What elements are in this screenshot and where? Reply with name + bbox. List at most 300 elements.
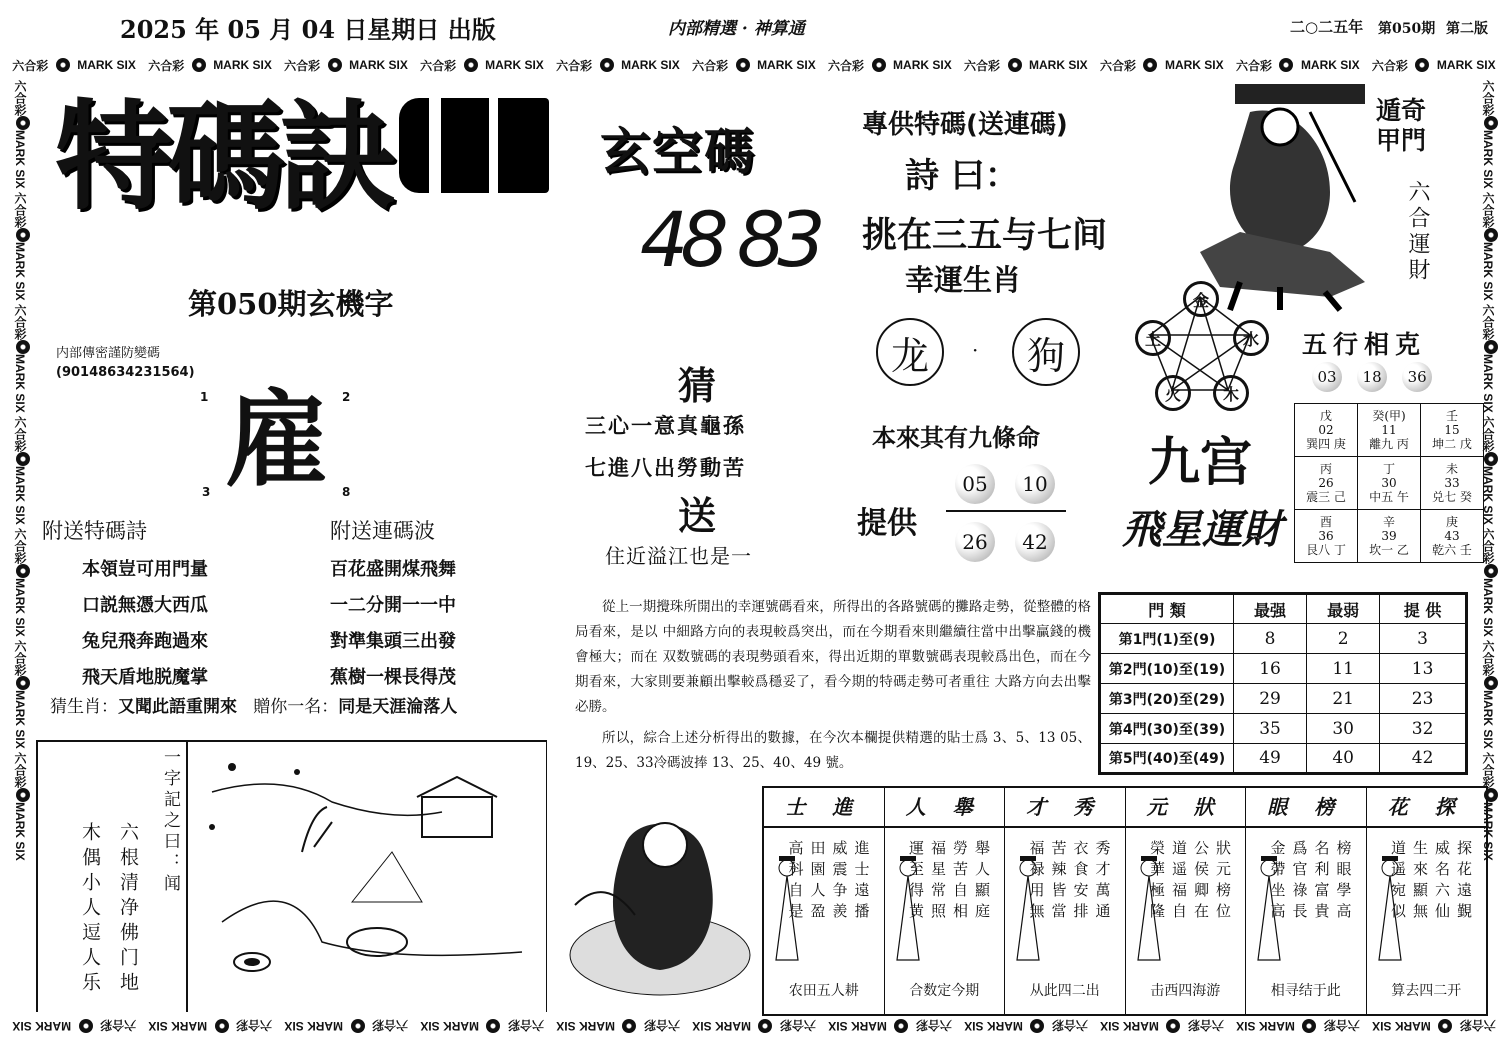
special-title: 專供特碼(送連碼) (862, 110, 1068, 140)
rank-poem (1147, 840, 1233, 924)
issue-mystery-label: 第050期玄機字 (188, 287, 394, 321)
provide-balls (940, 456, 1070, 564)
rank-footer: 从此四二出 (1029, 983, 1100, 999)
brand-logo-cn: 六合彩 (692, 58, 729, 73)
rank-poem-col: 高科自是 (786, 840, 805, 924)
brand-logo-cn: 六合彩 (1481, 640, 1495, 677)
qimen-title-bottom: 甲門 (1376, 126, 1427, 155)
jiugong-cell (1358, 457, 1421, 510)
door-value: 21 (1307, 684, 1380, 714)
handwritten-number: 48 83 (640, 195, 818, 284)
wuxing-node: 水 (1233, 320, 1269, 356)
flower-icon (16, 676, 30, 690)
doors-row (1100, 714, 1467, 744)
landscape-illustration (192, 752, 532, 1002)
door-value: 40 (1307, 744, 1380, 774)
zodiac-circle-dragon: 龙 (876, 318, 944, 386)
jiugong-grid (1294, 403, 1484, 563)
flower-icon (16, 228, 30, 242)
bottom-border-strip (10, 1016, 1498, 1036)
rank-poem (1388, 840, 1474, 924)
door-value: 11 (1307, 654, 1380, 684)
flower-icon (328, 58, 342, 72)
rank-column (1245, 788, 1366, 1014)
door-value: 32 (1380, 714, 1467, 744)
poem-line-main: 挑在三五与七间 (862, 216, 1108, 256)
send-line: 住近溢江也是一 (605, 544, 752, 568)
rank-poem-col: 榜眼學高 (1334, 840, 1353, 924)
jiugong-cell (1295, 457, 1358, 510)
door-range: 第4門(30)至(39) (1100, 714, 1234, 744)
door-range: 第3門(20)至(29) (1100, 684, 1234, 714)
cell-number: 43 (1444, 529, 1460, 543)
brand-logo-cn: 六合彩 (284, 58, 321, 73)
cell-number: 02 (1318, 423, 1334, 437)
poem-heading: 詩 曰： (905, 156, 1019, 196)
wuxing-node: 火 (1155, 375, 1191, 411)
rank-poem (906, 840, 992, 924)
rank-column (1125, 788, 1246, 1014)
corner-number: 1 (200, 390, 209, 404)
cell-number: 26 (1318, 476, 1334, 490)
guess-zodiac-line (50, 692, 457, 717)
rank-poem-col: 福禄用無 (1027, 840, 1046, 924)
rank-footer: 合数定今期 (909, 983, 980, 999)
rank-poem (786, 840, 872, 924)
brand-logo-cn: 六合彩 (1187, 1018, 1224, 1033)
door-value: 2 (1307, 624, 1380, 654)
brand-logo-en: MARK SIX (556, 1019, 615, 1033)
rank-poem-col: 爲官祿長 (1290, 840, 1309, 924)
flower-icon (1484, 676, 1498, 690)
guess-label: 猜生肖： (50, 697, 118, 717)
rank-poem-col: 威名六仙 (1433, 840, 1451, 924)
flower-icon (1484, 564, 1498, 578)
cell-label: 中五 午 (1369, 490, 1409, 504)
brand-logo-cn: 六合彩 (1481, 416, 1495, 453)
brand-logo-cn: 六合彩 (1051, 1018, 1088, 1033)
rank-poem-col: 金帶坐高 (1268, 840, 1287, 924)
door-value: 23 (1380, 684, 1467, 714)
poem-line: 口説無憑大西瓜 (82, 595, 208, 616)
rank-footer: 农田五人耕 (788, 983, 859, 999)
brand-logo-en: MARK SIX (13, 578, 27, 637)
cell-label: 乾六 壬 (1432, 543, 1472, 557)
memo-label: 一字記之曰：闻 (160, 748, 180, 895)
brand-logo-en: MARK SIX (13, 130, 27, 189)
brand-logo-cn: 六合彩 (13, 640, 27, 677)
rank-column (764, 788, 884, 1014)
analysis-paragraph: 從上一期攪珠所開出的幸運號碼看來，所得出的各路號碼的攤路走勢，從整體的格局看來，是以 中細路方向的表現較爲突出，而在今期看來則繼續往當中出擊贏錢的機會極大；而在 双数號碼的表現勢頭看來，得出近期的單數號碼表現較爲出色，而在今期看來，大家則要兼顧出擊較爲穩妥了，看今期的特碼走勢可者重往 大路方向去出擊必勝。 (575, 599, 1091, 715)
flower-icon (758, 1019, 772, 1033)
divider (946, 510, 1066, 512)
wuxing-node: 土 (1135, 320, 1171, 356)
corner-number: 2 (342, 390, 351, 404)
zodiac-circle-dog: 狗 (1012, 318, 1080, 386)
brand-logo-cn: 六合彩 (1481, 752, 1495, 789)
brand-logo-cn: 六合彩 (1481, 304, 1495, 341)
brand-logo-cn: 六合彩 (556, 58, 593, 73)
brand-logo-en: MARK SIX (692, 1019, 751, 1033)
jiugong-cell (1358, 404, 1421, 457)
memo-poem-col: 木偶小人逗人乐 (79, 822, 101, 997)
cell-number: 30 (1381, 476, 1397, 490)
cell-number: 15 (1444, 423, 1460, 437)
doors-row (1100, 684, 1467, 714)
corner-number: 8 (342, 485, 351, 499)
left-poem (82, 552, 208, 696)
brand-logo-cn: 六合彩 (13, 416, 27, 453)
flower-icon (1438, 1019, 1452, 1033)
brand-logo-cn: 六合彩 (1235, 58, 1272, 73)
mystery-character: 雇 (225, 379, 330, 501)
brand-logo-en: MARK SIX (349, 58, 408, 72)
wuxing-title: 五行相克 (1302, 330, 1427, 359)
main-title: 特碼訣 (55, 98, 549, 216)
header-issue: 第050期 (1378, 21, 1436, 37)
number-ball: 03 (1312, 362, 1342, 392)
doors-header: 最强 (1234, 594, 1307, 624)
publish-date: 2025 年 05 月 04 日星期日 出版 (120, 15, 496, 44)
number-ball: 36 (1402, 362, 1432, 392)
brand-logo-cn: 六合彩 (915, 1018, 952, 1033)
brand-logo-en: MARK SIX (13, 802, 27, 861)
brand-logo-cn: 六合彩 (507, 1018, 544, 1033)
jiugong-cell (1421, 404, 1484, 457)
cell-label: 未 (1445, 462, 1458, 476)
secret-label: 内部傳密謹防變碼 (56, 346, 161, 361)
brand-logo-cn: 六合彩 (13, 304, 27, 341)
ranks-table (762, 786, 1488, 1016)
right-poem-title: 附送連碼波 (330, 519, 435, 543)
cell-label: 丙 (1319, 462, 1332, 476)
brand-logo-en: MARK SIX (1481, 130, 1495, 189)
brand-logo-en: MARK SIX (77, 58, 136, 72)
sage-illustration (565, 795, 755, 1005)
rank-poem-col: 衣食安排 (1071, 840, 1090, 924)
jiugong-cell (1421, 510, 1484, 563)
rank-poem-col: 秀才萬通 (1093, 840, 1112, 924)
brand-logo-en: MARK SIX (420, 1019, 479, 1033)
top-border-strip (10, 55, 1498, 75)
brand-logo-en: MARK SIX (1481, 578, 1495, 637)
cell-number: 33 (1444, 476, 1460, 490)
flower-icon (1302, 1019, 1316, 1033)
jiugong-cell (1295, 510, 1358, 563)
jiugong-row (1295, 457, 1484, 510)
rank-poem (1268, 840, 1354, 924)
door-value: 42 (1380, 744, 1467, 774)
number-ball: 05 (955, 464, 995, 504)
rank-header: 元 狀 (1126, 788, 1246, 828)
right-poem (330, 552, 456, 696)
rank-poem-col: 運至得黄 (907, 840, 925, 924)
rank-header: 花 探 (1367, 788, 1487, 828)
cell-label: 丁 (1382, 462, 1395, 476)
rank-poem-col: 道遥福自 (1170, 840, 1188, 924)
brand-logo-en: MARK SIX (13, 242, 27, 301)
flower-icon (1030, 1019, 1044, 1033)
flower-icon (1484, 452, 1498, 466)
poem-line: 飛天盾地脱魔掌 (82, 667, 208, 688)
cell-label: 辛 (1382, 515, 1395, 529)
separator-dot: · (972, 338, 979, 362)
brand-logo-cn: 六合彩 (1323, 1018, 1360, 1033)
door-value: 49 (1234, 744, 1307, 774)
rank-poem-col: 舉人顯庭 (973, 840, 991, 924)
poem-line: 蕉樹一棵長得茂 (330, 667, 456, 688)
flower-icon (16, 452, 30, 466)
jiugong-cell (1295, 404, 1358, 457)
flower-icon (351, 1019, 365, 1033)
rank-footer: 算去四二开 (1391, 983, 1462, 999)
brand-logo-cn: 六合彩 (1481, 528, 1495, 565)
brand-logo-en: MARK SIX (12, 1019, 72, 1033)
brand-logo-en: MARK SIX (828, 1019, 887, 1033)
rank-footer: 相寻结于此 (1270, 983, 1341, 999)
flower-icon (16, 116, 30, 130)
number-ball: 42 (1015, 522, 1055, 562)
rank-column (1366, 788, 1487, 1014)
door-value: 8 (1234, 624, 1307, 654)
brand-logo-en: MARK SIX (1481, 802, 1495, 861)
doors-row (1100, 624, 1467, 654)
cell-label: 酉 (1319, 515, 1332, 529)
rank-header: 才 秀 (1005, 788, 1125, 828)
flower-icon (1279, 58, 1293, 72)
liuhe-fortune: 六合運財 (1405, 180, 1430, 284)
brand-logo-en: MARK SIX (1236, 1019, 1295, 1033)
brand-logo-en: MARK SIX (1029, 58, 1088, 72)
brand-logo-cn: 六合彩 (100, 1018, 137, 1033)
door-value: 16 (1234, 654, 1307, 684)
cell-label: 坎一 乙 (1369, 543, 1409, 557)
brand-logo-cn: 六合彩 (643, 1018, 680, 1033)
door-value: 13 (1380, 654, 1467, 684)
qimen-title (1376, 96, 1426, 156)
rank-header: 人 舉 (885, 788, 1005, 828)
brand-logo-en: MARK SIX (1164, 58, 1224, 72)
doors-row (1100, 654, 1467, 684)
poem-line: 百花盛開煤飛舞 (330, 559, 456, 580)
xuankong-title: 玄空碼 (600, 123, 756, 181)
lucky-zodiac-label: 幸運生肖 (905, 263, 1022, 297)
rank-poem-col: 勞苦自相 (951, 840, 969, 924)
poem-line: 兔兒飛奔跑過來 (82, 631, 208, 652)
brand-logo-en: MARK SIX (1481, 690, 1495, 749)
number-ball: 18 (1357, 362, 1387, 392)
brand-logo-en: MARK SIX (1300, 58, 1360, 72)
rank-poem-col: 狀元榜位 (1214, 840, 1232, 924)
brand-logo-cn: 六合彩 (13, 752, 27, 789)
feixing-title: 飛星運財 (1122, 507, 1282, 553)
cell-number: 36 (1318, 529, 1334, 543)
brand-logo-en: MARK SIX (1481, 354, 1495, 413)
cell-label: 震三 己 (1306, 490, 1346, 504)
brand-logo-en: MARK SIX (893, 58, 952, 72)
wuxing-balls (1312, 362, 1432, 392)
rank-poem-col: 福星常照 (929, 840, 947, 924)
brand-logo-cn: 六合彩 (13, 192, 27, 229)
guess-heading: 猜 (678, 364, 717, 408)
brand-logo-en: MARK SIX (964, 1019, 1023, 1033)
rank-poem-col: 苦辣皆當 (1049, 840, 1068, 924)
rank-poem-col: 榮華極隆 (1148, 840, 1166, 924)
send-heading: 送 (678, 494, 717, 538)
rank-poem-col: 田園人盈 (808, 840, 827, 924)
jiugong-cell (1421, 457, 1484, 510)
flower-icon (600, 58, 614, 72)
door-range: 第1門(1)至(9) (1100, 624, 1234, 654)
brand-logo-cn: 六合彩 (148, 58, 185, 73)
doors-header: 門 類 (1100, 594, 1234, 624)
brand-logo-cn: 六合彩 (1481, 80, 1495, 116)
gift-label: 贈你一名： (253, 697, 339, 717)
cell-label: 艮八 丁 (1306, 543, 1346, 557)
cell-label: 巽四 庚 (1306, 437, 1346, 451)
secret-phone: (90148634231564) (56, 365, 195, 380)
qimen-title-top: 遁奇 (1376, 96, 1427, 125)
guess-value: 又聞此語重開來 (118, 697, 237, 717)
door-range: 第2門(10)至(19) (1100, 654, 1234, 684)
doors-header: 最弱 (1307, 594, 1380, 624)
number-ball: 26 (955, 522, 995, 562)
rank-poem-col: 道遥宛似 (1389, 840, 1407, 924)
flower-icon (215, 1019, 229, 1033)
header-edition: 第二版 (1446, 21, 1488, 37)
gift-value: 同是天涯淪落人 (338, 697, 458, 717)
brand-logo-cn: 六合彩 (236, 1018, 273, 1033)
analysis-paragraph: 所以，綜合上述分析得出的數據，在今次本欄提供精選的貼士爲 3、5、13 05、19、25、33冷碼波捧 13、25、40、49 號。 (575, 730, 1091, 771)
nine-lives-line: 本來其有九條命 (872, 424, 1040, 452)
guess-line: 七進八出勞動苦 (585, 456, 746, 480)
brand-logo-cn: 六合彩 (1371, 58, 1408, 73)
header-center-text: 内部精選 · 神算通 (668, 19, 805, 39)
flower-icon (736, 58, 750, 72)
wuxing-node: 金 (1183, 281, 1219, 317)
flower-icon (622, 1019, 636, 1033)
brand-logo-cn: 六合彩 (420, 58, 457, 73)
rank-poem-col: 名利富貴 (1312, 840, 1331, 924)
brand-logo-en: MARK SIX (621, 58, 680, 72)
brand-logo-en: MARK SIX (1481, 242, 1495, 301)
flower-icon (1008, 58, 1022, 72)
cell-number: 39 (1381, 529, 1397, 543)
brand-logo-cn: 六合彩 (13, 80, 27, 116)
poem-line: 一二分開一一中 (330, 595, 456, 616)
brand-logo-en: MARK SIX (1372, 1019, 1431, 1033)
brand-logo-cn: 六合彩 (1099, 58, 1136, 73)
title-decoration (399, 98, 549, 193)
brand-logo-en: MARK SIX (284, 1019, 344, 1033)
flower-icon (1415, 58, 1429, 72)
doors-row (1100, 744, 1467, 774)
brand-logo-en: MARK SIX (1100, 1019, 1159, 1033)
flower-icon (872, 58, 886, 72)
flower-icon (1484, 116, 1498, 130)
flower-icon (16, 788, 30, 802)
flower-icon (464, 58, 478, 72)
flower-icon (1166, 1019, 1180, 1033)
brand-logo-cn: 六合彩 (1481, 192, 1495, 229)
brand-logo-cn: 六合彩 (372, 1018, 409, 1033)
flower-icon (486, 1019, 500, 1033)
door-value: 30 (1307, 714, 1380, 744)
cell-label: 壬 (1445, 409, 1458, 423)
rank-poem (1027, 840, 1113, 924)
cell-label: 戊 (1319, 409, 1332, 423)
flower-icon (16, 564, 30, 578)
brand-logo-cn: 六合彩 (1459, 1018, 1496, 1033)
brand-logo-en: MARK SIX (757, 58, 816, 72)
cell-label: 癸(甲) (1372, 409, 1406, 423)
brand-logo-en: MARK SIX (485, 58, 544, 72)
cell-label: 兑七 癸 (1432, 490, 1472, 504)
jiugong-row (1295, 404, 1484, 457)
door-value: 35 (1234, 714, 1307, 744)
rank-poem-col: 威震争羨 (830, 840, 849, 924)
brand-logo-en: MARK SIX (13, 466, 27, 525)
brand-logo-en: MARK SIX (13, 354, 27, 413)
doors-header: 提 供 (1380, 594, 1467, 624)
cell-label: 坤二 戊 (1432, 437, 1472, 451)
doors-table (1098, 592, 1468, 775)
brand-logo-en: MARK SIX (213, 58, 272, 72)
flower-icon (1484, 228, 1498, 242)
brand-logo-en: MARK SIX (13, 690, 27, 749)
jiugong-row (1295, 510, 1484, 563)
flower-icon (192, 58, 206, 72)
brand-logo-cn: 六合彩 (964, 58, 1001, 73)
cell-number: 11 (1381, 423, 1397, 437)
left-border-strip (12, 80, 34, 1008)
rank-poem-col: 生來顯無 (1411, 840, 1429, 924)
header-year: 二○二五年 (1290, 18, 1364, 36)
rank-column (1004, 788, 1125, 1014)
rank-header: 士 進 (764, 788, 884, 828)
cell-label: 庚 (1445, 515, 1458, 529)
memo-poem-col: 六根清净佛门地 (117, 822, 139, 997)
flower-icon (1484, 340, 1498, 354)
flower-icon (16, 340, 30, 354)
rank-footer: 击西四海游 (1150, 983, 1221, 999)
flower-icon (1143, 58, 1157, 72)
flower-icon (56, 58, 70, 72)
door-range: 第5門(40)至(49) (1100, 744, 1234, 774)
brand-logo-cn: 六合彩 (13, 528, 27, 565)
rank-header: 眼 榜 (1246, 788, 1366, 828)
brand-logo-cn: 六合彩 (828, 58, 865, 73)
guess-line: 三心一意真龜孫 (585, 414, 746, 438)
door-value: 29 (1234, 684, 1307, 714)
door-value: 3 (1380, 624, 1467, 654)
wuxing-node: 木 (1213, 375, 1249, 411)
brand-logo-cn: 六合彩 (12, 58, 49, 73)
jiugong-title: 九宫 (1148, 432, 1253, 493)
rank-poem-col: 公侯卿在 (1192, 840, 1210, 924)
poem-line: 本領豈可用門量 (82, 559, 208, 580)
brand-logo-en: MARK SIX (1436, 58, 1496, 72)
flower-icon (894, 1019, 908, 1033)
flower-icon (79, 1019, 93, 1033)
poem-line: 對準集頭三出發 (330, 631, 456, 652)
provide-label: 提供 (857, 506, 917, 541)
brand-logo-cn: 六合彩 (779, 1018, 816, 1033)
jiugong-cell (1358, 510, 1421, 563)
left-poem-title: 附送特碼詩 (42, 519, 147, 543)
rank-poem-col: 探花遠覲 (1455, 840, 1473, 924)
rank-column (884, 788, 1005, 1014)
